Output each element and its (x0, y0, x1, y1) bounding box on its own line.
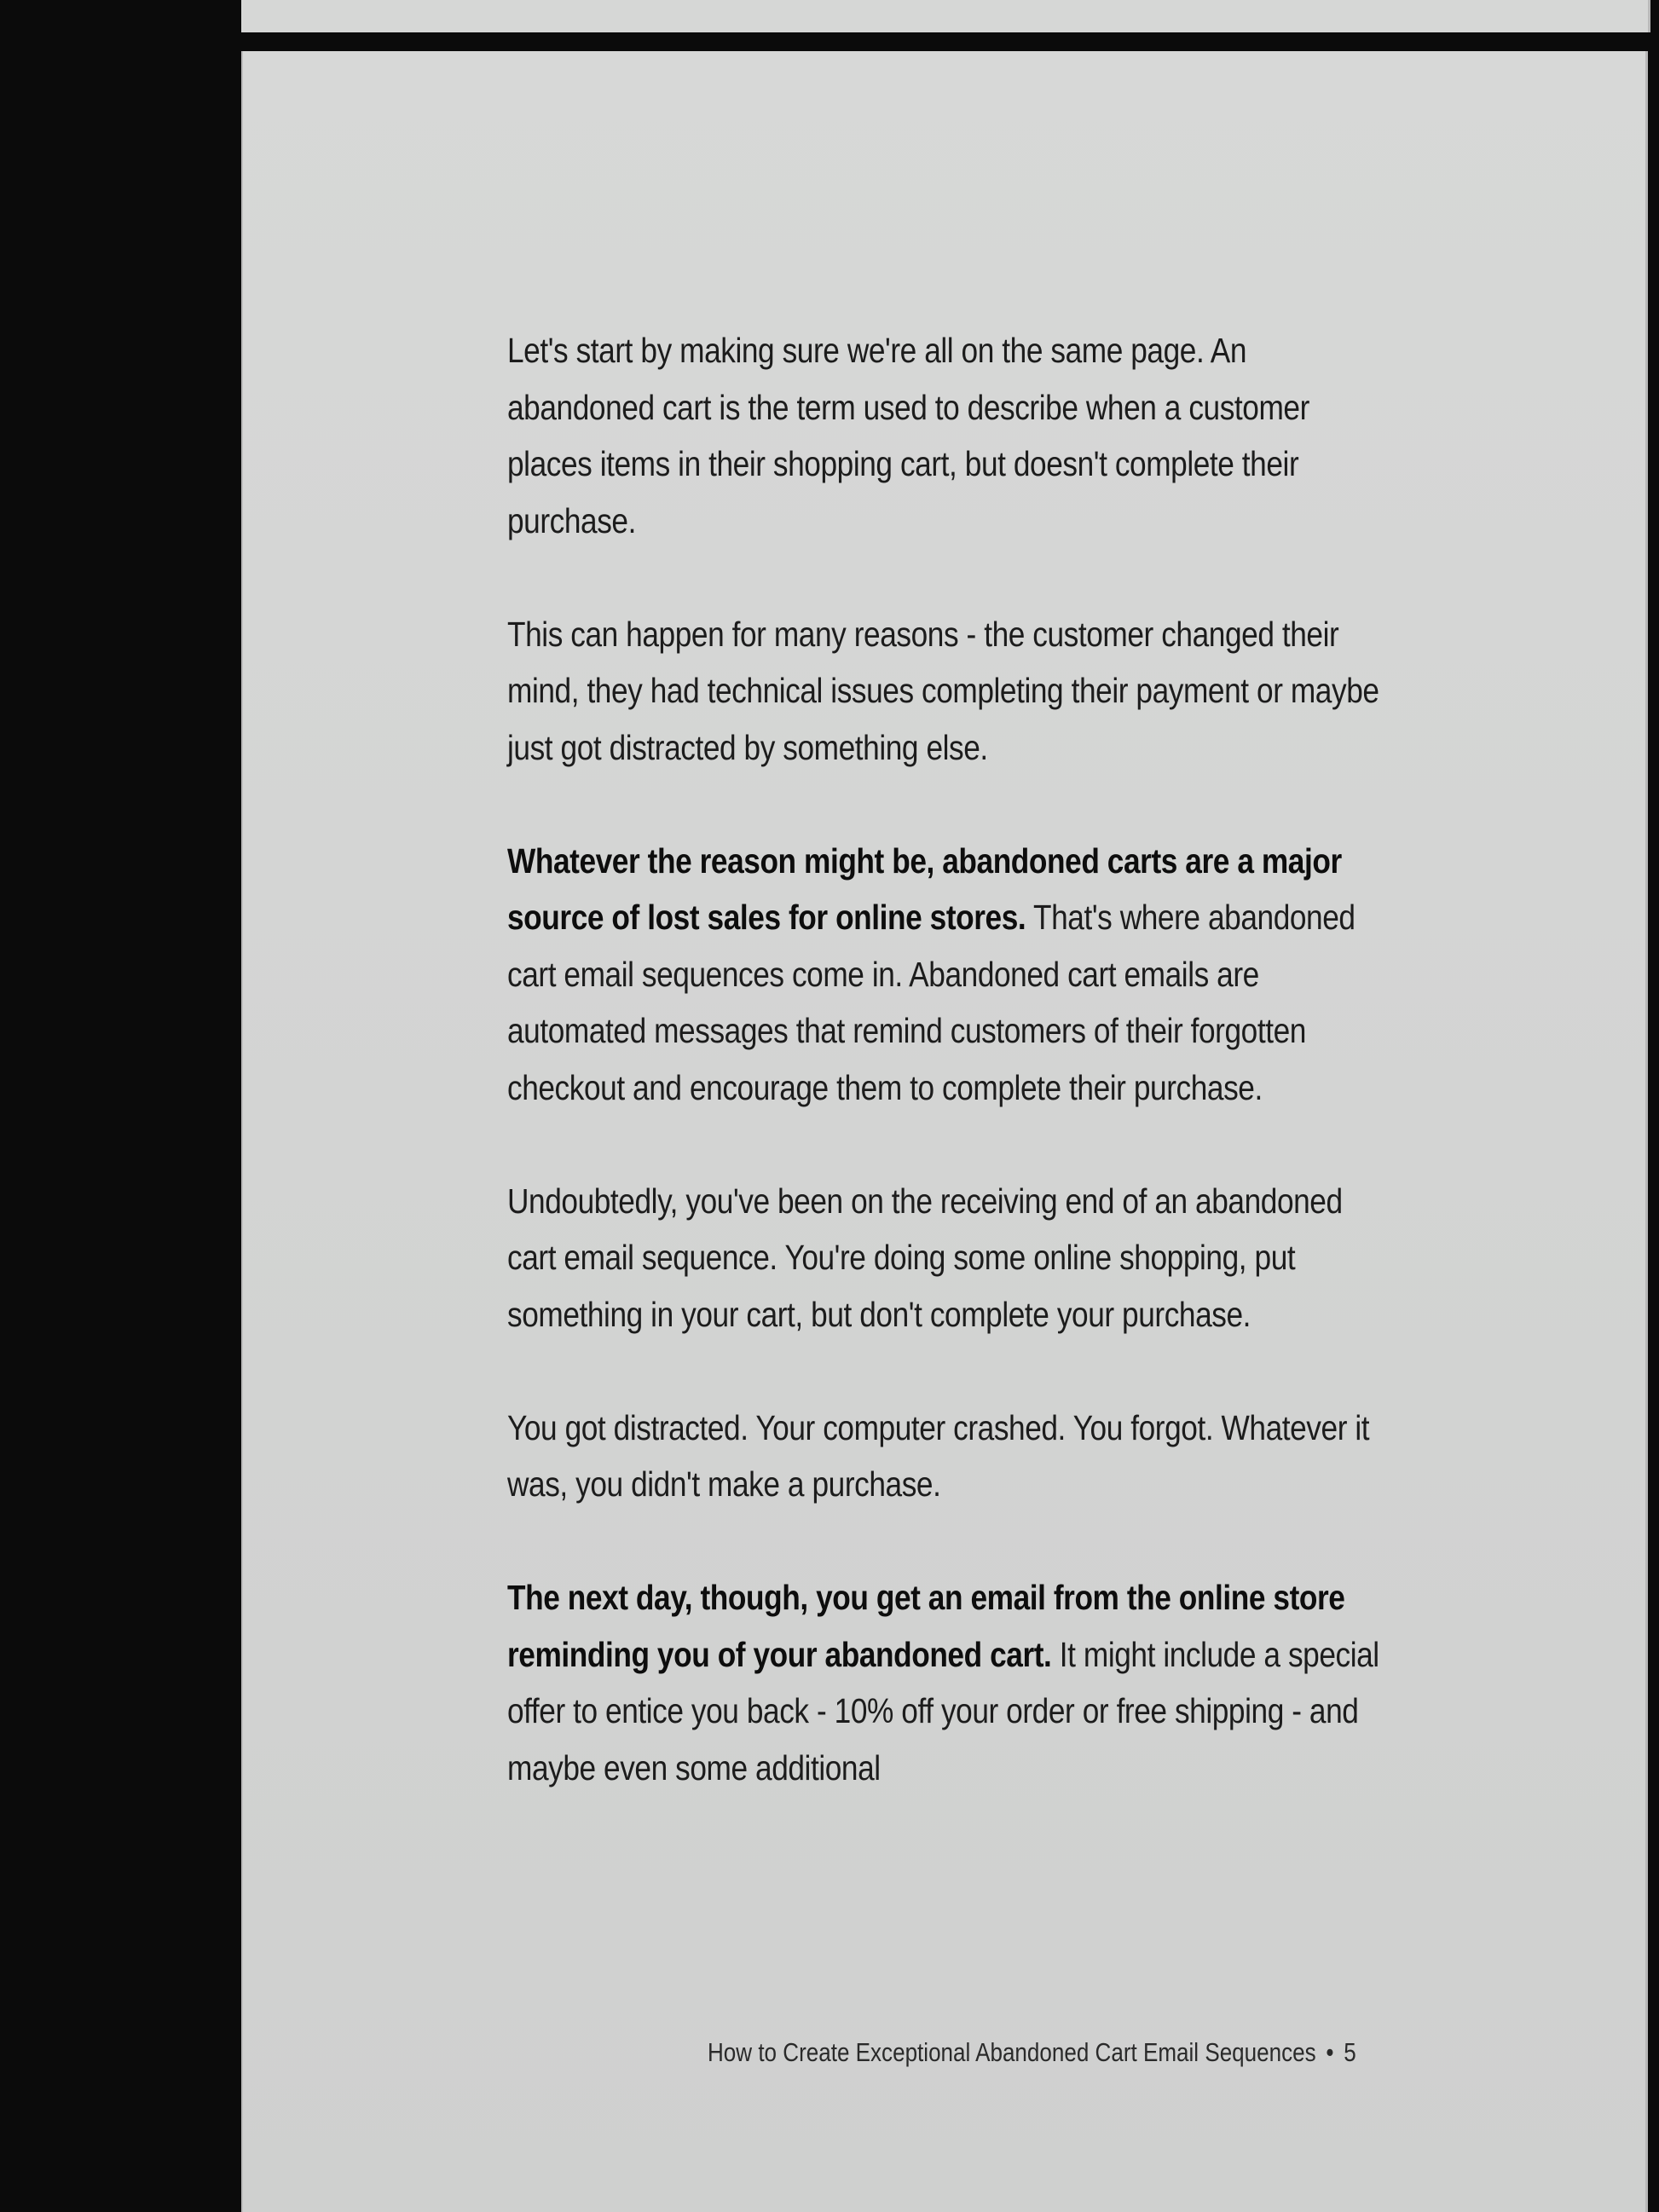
page-number: 5 (1344, 2037, 1356, 2067)
paragraph-6-bold: The next day, though, you get an email from the online store reminding you of your abandoned cart. (507, 1578, 1345, 1674)
paragraph-6-text: It might include a special offer to entice you back - 10% off your order or free shipping - and maybe even some additional (507, 1634, 1379, 1788)
footer-title: How to Create Exceptional Abandoned Cart Email Sequences (708, 2037, 1316, 2067)
paragraph-2 (507, 606, 1387, 777)
paragraph-1 (507, 322, 1387, 549)
paragraph-5-text: You got distracted. Your computer crashed. You forgot. Whatever it was, you didn't make a purchase. (507, 1407, 1370, 1504)
footer-separator: • (1326, 2037, 1334, 2067)
paragraph-1-text: Let's start by making sure we're all on the same page. An abandoned cart is the term used to describe when a customer places items in their shopping cart, but doesn't complete their purchase. (507, 331, 1309, 540)
paragraph-4 (507, 1173, 1387, 1343)
paragraph-6 (507, 1569, 1387, 1796)
page-footer (708, 2037, 1495, 2068)
paragraph-3-bold: Whatever the reason might be, abandoned carts are a major source of lost sales for online stores. (507, 840, 1342, 937)
previous-page (241, 0, 1650, 32)
paragraph-4-text: Undoubtedly, you've been on the receiving end of an abandoned cart email sequence. You're doing some online shopping, put something in your cart, but don't complete your purchase. (507, 1181, 1343, 1334)
current-page (241, 51, 1648, 2212)
paragraph-3-text: That's where abandoned cart email sequences come in. Abandoned cart emails are automated messages that remind customers of their forgotten checkout and encourage them to complete their purchase. (507, 898, 1356, 1107)
paragraph-5 (507, 1400, 1387, 1513)
paragraph-2-text: This can happen for many reasons - the customer changed their mind, they had technical issues completing their payment or maybe just got distracted by something else. (507, 614, 1379, 767)
paragraph-3 (507, 833, 1387, 1117)
page-body (507, 322, 1394, 1853)
